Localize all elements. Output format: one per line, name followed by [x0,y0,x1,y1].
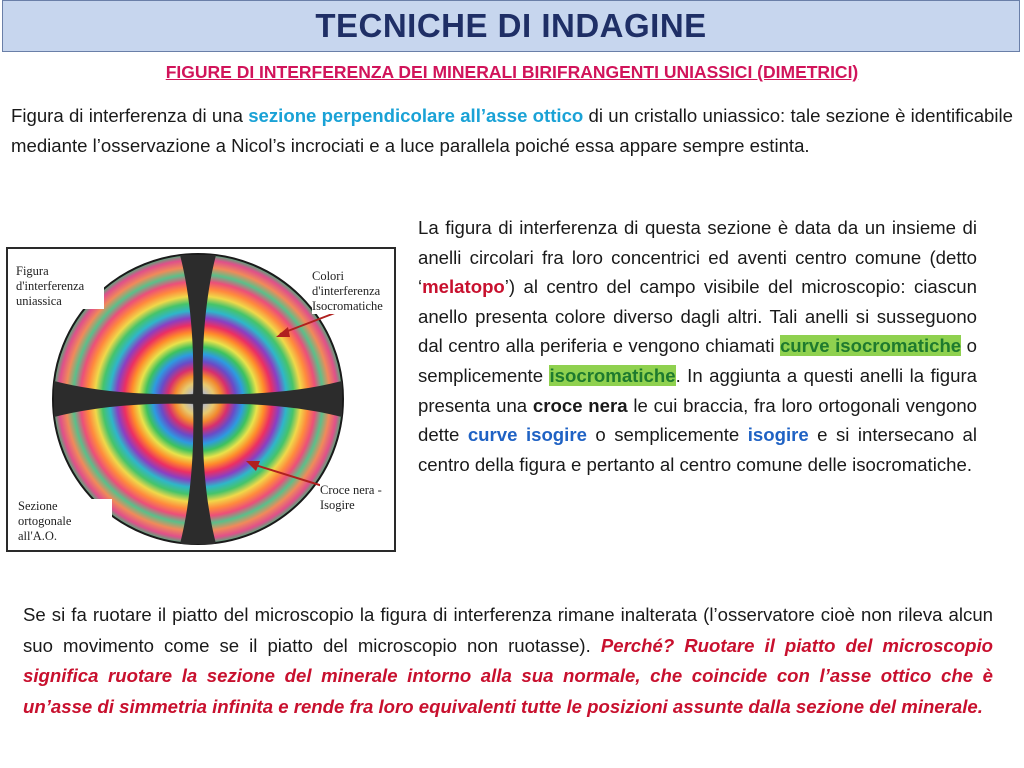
subtitle [0,62,1024,83]
term-croce-nera: croce nera [532,394,628,416]
term-curve-isocromatiche: curve isocromatiche [779,335,962,357]
interference-figure [6,247,396,552]
term-isocromatiche: isocromatiche [549,364,676,386]
intro-highlight: sezione perpendicolare all’asse ottico [248,105,584,126]
desc-s3: o semplicemente [418,335,977,386]
desc-s1: La figura di interferenza di questa sezione è data da un insieme di anelli circolari fra loro concentrici ed aventi centro comune (detto ‘ [418,217,977,298]
subtitle-text: FIGURE DI INTERFERENZA DEI MINERALI BIRIFRANGENTI UNIASSICI (DIMETRICI) [165,62,859,82]
intro-part2: di un cristallo uniassico: tale sezione è identificabile mediante l’osservazione a Nicol’s incrociati e a luce parallela poiché essa appare sempre estinta. [11,105,1013,156]
label-interference-figure: Figura d'interferenza uniassica [16,264,104,309]
rotation-normal: Se si fa ruotare il piatto del microscopio la figura di interferenza rimane inalterata (l’osservatore cioè non rileva alcun suo movimento come se il piatto del microscopio non ruotasse). [23,604,993,656]
intro-part1: Figura di interferenza di una [11,105,249,126]
term-isogire: isogire [747,424,809,446]
rotation-emphasis: Perché? Ruotare il piatto del microscopio significa ruotare la sezione del minerale intorno alla sua normale, che coincide con l’asse ottico che è un’asse di simmetria infinita e rende fra loro equivalenti tutte le posizioni assunte dalla sezione del minerale. [23,634,993,717]
label-orthogonal-section: Sezione ortogonale all'A.O. [18,499,112,544]
desc-s5: le cui braccia, fra loro ortogonali vengono dette [418,394,978,446]
label-black-cross: Croce nera - Isogire [320,483,394,513]
term-melatopo: melatopo [422,276,505,298]
desc-s7: e si intersecano al centro della figura e pertanto al centro comune delle isocromatiche. [418,424,977,475]
page-title: TECNICHE DI INDAGINE [315,7,707,44]
term-curve-isogire: curve isogire [467,424,587,446]
rotation-paragraph [23,600,993,722]
intro-paragraph [11,101,1013,161]
label-isochromes: Colori d'interferenza Isocromatiche [312,269,394,314]
desc-s2: ’) al centro del campo visibile del microscopio: ciascun anello presenta colore diverso dagli altri. Tali anelli si susseguono dal centro alla periferia e vengono chiamati [418,276,977,357]
desc-s4: . In aggiunta a questi anelli la figura presenta una [418,364,977,416]
title-bar [2,0,1020,52]
description-paragraph [418,213,977,479]
desc-s6: o semplicemente [586,424,748,446]
